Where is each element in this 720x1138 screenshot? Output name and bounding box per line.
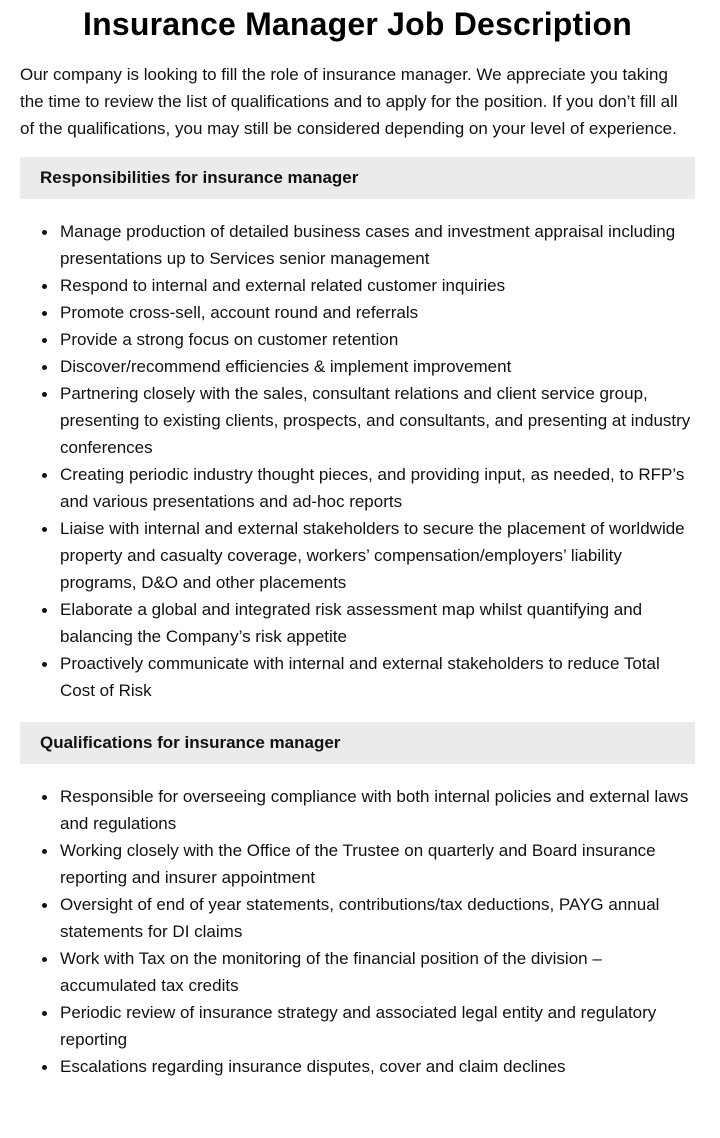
list-item: [20, 218, 695, 272]
list-item-text: Oversight of end of year statements, contributions/tax deductions, PAYG annual statements for DI claims: [60, 895, 660, 941]
list-item-text: Work with Tax on the monitoring of the financial position of the division – accumulated tax credits: [60, 949, 602, 995]
list-item: [20, 999, 695, 1053]
bullet-icon: [42, 473, 47, 478]
list-item: [20, 272, 695, 299]
bullet-icon: [42, 527, 47, 532]
list-item: [20, 299, 695, 326]
list-item: [20, 380, 695, 461]
responsibilities-header: Responsibilities for insurance manager: [20, 157, 695, 199]
list-item-text: Provide a strong focus on customer retention: [60, 330, 399, 349]
bullet-icon: [42, 338, 47, 343]
list-item-text: Responsible for overseeing compliance with both internal policies and external laws and regulations: [60, 787, 689, 833]
list-item-text: Escalations regarding insurance disputes, cover and claim declines: [60, 1057, 566, 1076]
list-item-text: Periodic review of insurance strategy and associated legal entity and regulatory reporting: [60, 1003, 657, 1049]
bullet-icon: [42, 662, 47, 667]
qualifications-list: [20, 783, 695, 1080]
list-item: [20, 783, 695, 837]
bullet-icon: [42, 1011, 47, 1016]
bullet-icon: [42, 608, 47, 613]
bullet-icon: [42, 392, 47, 397]
list-item-text: Respond to internal and external related customer inquiries: [60, 276, 506, 295]
list-item-text: Proactively communicate with internal and external stakeholders to reduce Total Cost of Risk: [60, 654, 660, 700]
list-item: [20, 1053, 695, 1080]
bullet-icon: [42, 957, 47, 962]
qualifications-header: Qualifications for insurance manager: [20, 722, 695, 764]
bullet-icon: [42, 284, 47, 289]
list-item: [20, 891, 695, 945]
list-item: [20, 353, 695, 380]
responsibilities-list: [20, 218, 695, 704]
list-item-text: Partnering closely with the sales, consultant relations and client service group, presenting to existing clients, prospects, and consultants, and presenting at industry conferences: [60, 384, 691, 457]
list-item: [20, 596, 695, 650]
list-item-text: Promote cross-sell, account round and referrals: [60, 303, 419, 322]
bullet-icon: [42, 849, 47, 854]
list-item: [20, 945, 695, 999]
list-item-text: Working closely with the Office of the Trustee on quarterly and Board insurance reporting and insurer appointment: [60, 841, 656, 887]
list-item-text: Creating periodic industry thought pieces, and providing input, as needed, to RFP’s and various presentations and ad-hoc reports: [60, 465, 685, 511]
list-item: [20, 650, 695, 704]
list-item-text: Discover/recommend efficiencies & implement improvement: [60, 357, 512, 376]
bullet-icon: [42, 795, 47, 800]
list-item: [20, 515, 695, 596]
list-item-text: Liaise with internal and external stakeholders to secure the placement of worldwide property and casualty coverage, workers’ compensation/employers’ liability programs, D&O and other placements: [60, 519, 685, 592]
list-item: [20, 837, 695, 891]
bullet-icon: [42, 903, 47, 908]
page-title: Insurance Manager Job Description: [83, 6, 632, 42]
bullet-icon: [42, 365, 47, 370]
bullet-icon: [42, 311, 47, 316]
bullet-icon: [42, 230, 47, 235]
list-item-text: Manage production of detailed business cases and investment appraisal including presentations up to Services senior management: [60, 222, 676, 268]
list-item: [20, 461, 695, 515]
intro-paragraph: Our company is looking to fill the role of insurance manager. We appreciate you taking the time to review the list of qualifications and to apply for the position. If you don’t fill all of the qualifications, you may still be considered depending on your level of experience.: [20, 65, 678, 138]
list-item: [20, 326, 695, 353]
list-item-text: Elaborate a global and integrated risk assessment map whilst quantifying and balancing the Company’s risk appetite: [60, 600, 643, 646]
bullet-icon: [42, 1065, 47, 1070]
